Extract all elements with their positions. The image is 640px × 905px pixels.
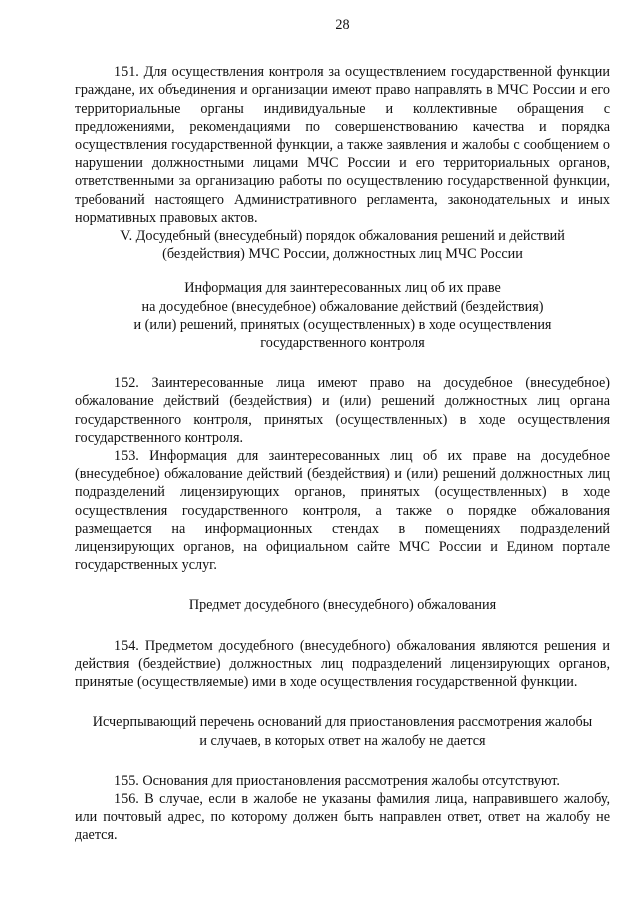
section-heading-line-1: V. Досудебный (внесудебный) порядок обжалования решений и действий — [120, 228, 565, 245]
info-heading-line-3: и (или) решений, принятых (осуществленных) в ходе осуществления — [133, 316, 552, 333]
info-heading-line-4: государственного контроля — [260, 335, 425, 352]
paragraph-153: 153. Информация для заинтересованных лиц об их праве на досудебное (внесудебное) обжалование действий (бездействия) и (или) решений должностных лиц подразделений лицензирующих органов, принятых (осуществленных) в ходе осуществления государственного контроля, а также о порядке обжалования размещается на информационных стендах в помещениях подразделений лицензирующих органов, на официальном сайте МЧС России и Едином портале государственных услуг. — [75, 448, 610, 574]
paragraph-156: 156. В случае, если в жалобе не указаны фамилия лица, направившего жалобу, или почтовый адрес, по которому должен быть направлен ответ, ответ на жалобу не дается. — [75, 790, 610, 844]
subject-heading: Предмет досудебного (внесудебного) обжалования — [188, 597, 497, 614]
page-number: 28 — [335, 17, 350, 33]
section-heading — [75, 227, 610, 263]
paragraph-152: 152. Заинтересованные лица имеют право на досудебное (внесудебное) обжалование действий (бездействия) и (или) решений должностных лиц органа государственного контроля, принятых (осуществленных) в ходе осуществления государственного контроля. — [75, 375, 610, 446]
paragraph-151: 151. Для осуществления контроля за осуществлением государственной функции граждане, их объединения и организации имеют право направлять в МЧС России и его территориальные органы индивидуальные и коллективные обращения с предложениями, рекомендациями по совершенствованию качества и порядка осуществления государственной функции, а также заявления и жалобы с сообщением о нарушении должностными лицами МЧС России и его территориальных органов, ответственными за организацию работы по осуществлению государственной функции, требований настоящего Административного регламента, законодательных и иных нормативных правовых актов. — [75, 64, 610, 226]
paragraph-155: 155. Основания для приостановления рассмотрения жалобы отсутствуют. — [114, 772, 560, 789]
grounds-heading — [75, 713, 610, 749]
grounds-heading-line-1: Исчерпывающий перечень оснований для приостановления рассмотрения жалобы — [92, 714, 593, 731]
info-heading-line-2: на досудебное (внесудебное) обжалование действий (бездействия) — [141, 298, 544, 315]
info-heading — [75, 279, 610, 352]
info-heading-line-1: Информация для заинтересованных лиц об их праве — [184, 280, 501, 297]
section-heading-line-2: (бездействия) МЧС России, должностных лиц МЧС России — [162, 246, 523, 263]
grounds-heading-line-2: и случаев, в которых ответ на жалобу не дается — [199, 732, 486, 749]
paragraph-154: 154. Предметом досудебного (внесудебного) обжалования являются решения и действия (бездействие) должностных лиц подразделений лицензирующих органов, принятые (осуществляемые) ими в ходе осуществления государственной функции. — [75, 637, 610, 691]
